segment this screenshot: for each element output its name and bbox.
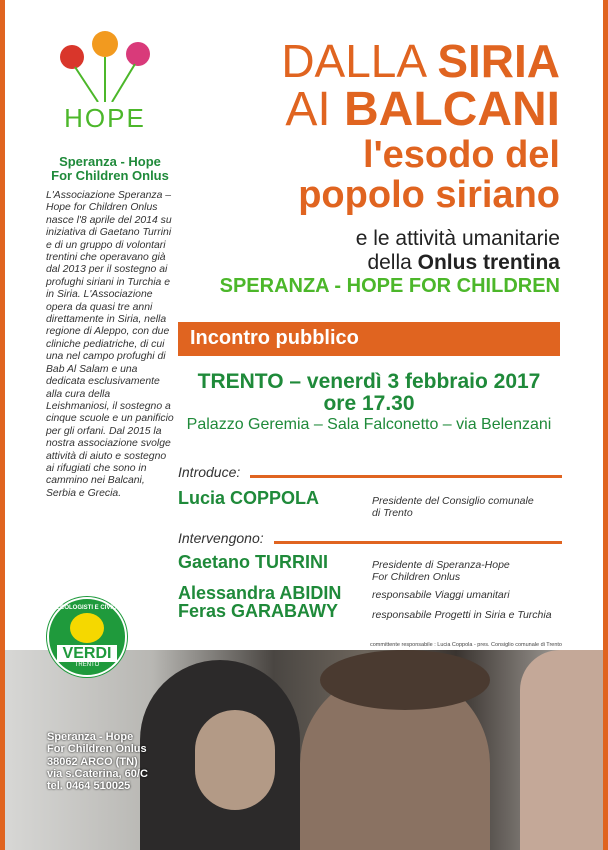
title-line-1	[281, 35, 560, 87]
title-line-2	[285, 83, 560, 136]
title-line-4: popolo siriano	[298, 174, 560, 216]
org-name	[40, 155, 180, 183]
hope-logo-text: HOPE	[64, 103, 146, 133]
introduce-label: Introduce:	[178, 464, 241, 480]
sun-icon	[70, 613, 104, 643]
speaker-role	[372, 559, 510, 583]
role-line: di Trento	[372, 507, 413, 519]
verdi-logo	[47, 597, 127, 677]
title-word: DALLA	[281, 35, 438, 87]
divider	[274, 541, 562, 544]
subtitle-line-3: SPERANZA - HOPE FOR CHILDREN	[219, 275, 560, 297]
title-word: AI	[285, 83, 345, 136]
event-time: ore 17.30	[323, 392, 415, 415]
role-line: Presidente di Speranza-Hope	[372, 559, 510, 571]
title-word: BALCANI	[344, 83, 560, 136]
subtitle-bold: Onlus trentina	[417, 251, 560, 274]
title-line-3: l'esodo del	[363, 134, 560, 176]
hope-logo	[50, 22, 160, 152]
contact-line: Speranza - Hope	[47, 731, 134, 743]
contact-line: via s.Caterina, 60/C	[47, 767, 148, 780]
title-word: SIRIA	[437, 35, 560, 87]
introducer-name: Lucia COPPOLA	[178, 488, 320, 508]
contact-line: tel. 0464 510025	[47, 780, 131, 793]
speaker-name: Feras GARABAWY	[178, 601, 339, 621]
org-name-line: Speranza - Hope	[59, 154, 161, 169]
role-line: Presidente del Consiglio comunale	[372, 495, 534, 507]
speaker-name: Alessandra ABIDIN	[178, 583, 342, 603]
org-name-line: For Children Onlus	[51, 168, 169, 183]
left-border	[0, 0, 5, 850]
verdi-name: VERDI	[57, 645, 117, 662]
verdi-city: TRENTO	[74, 662, 100, 668]
speaker-role: responsabile Viaggi umanitari	[372, 589, 510, 601]
event-venue: Palazzo Geremia – Sala Falconetto – via Belenzani	[186, 416, 552, 433]
contact-info	[47, 731, 148, 792]
subtitle-text: della	[367, 251, 418, 274]
contact-line: 38062 ARCO (TN)	[47, 755, 138, 768]
speakers-label: Intervengono:	[178, 530, 264, 546]
subtitle-line-2	[367, 252, 560, 273]
subtitle-line-1: e le attività umanitarie	[355, 227, 560, 250]
introducer-role	[372, 495, 534, 519]
speaker-role: responsabile Progetti in Siria e Turchia	[372, 609, 552, 621]
event-date: TRENTO – venerdì 3 febbraio 2017	[197, 370, 541, 393]
committente-note: committente responsabile : Lucia Coppola - pres. Consiglio comunale di Trento	[370, 642, 562, 648]
role-line: For Children Onlus	[372, 571, 461, 583]
contact-line: For Children Onlus	[47, 743, 147, 756]
event-banner: Incontro pubblico	[178, 322, 560, 356]
divider	[250, 475, 562, 478]
verdi-ring-text: ECOLOGISTI E CIVICI	[55, 605, 118, 611]
right-border	[603, 0, 608, 850]
org-description: L'Associazione Speranza – Hope for Children Onlus nasce l'8 aprile del 2014 su iniziativa di Gaetano Turrini e di un gruppo di volontari trentini che operavano già dal 2013 per il sostegno ai profughi siriani in Turchia e in Siria. L'Associazione opera da quasi tre anni direttamente in Siria, nella regione di Aleppo, con due cliniche pediatriche, di cui una nel campo profughi di Bab Al Salam e una dedicata esclusivamente alla cura della Leishmaniosi, il sostegno a cinque scuole e un panificio per gli orfani. Dal 2015 la nostra associazione svolge attività di aiuto e sostegno ai rifugiati che sono in cammino nei Balcani, Serbia e Grecia.	[46, 190, 174, 499]
speaker-name: Gaetano TURRINI	[178, 552, 329, 572]
